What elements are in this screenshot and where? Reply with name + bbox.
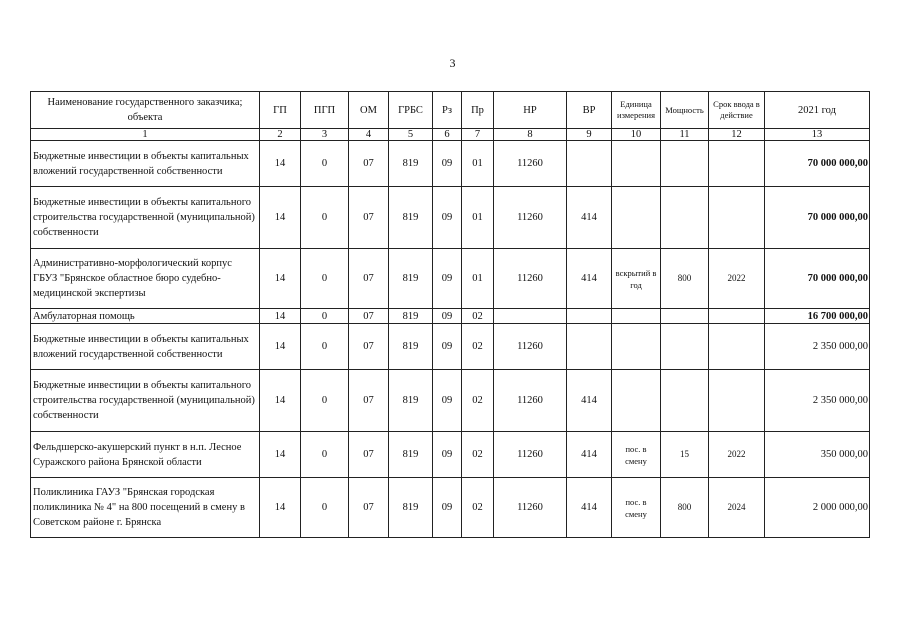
row-amount: 2 350 000,00 [765, 324, 870, 370]
row-om: 07 [349, 478, 389, 538]
row-unit: пос. в смену [612, 478, 661, 538]
row-nr: 11260 [494, 324, 567, 370]
row-pr: 01 [462, 141, 494, 187]
row-name: Бюджетные инвестиции в объекты капитальных вложений государственной собственности [31, 141, 260, 187]
row-vr: 414 [567, 432, 612, 478]
row-vr: 414 [567, 187, 612, 249]
row-pgp: 0 [301, 309, 349, 324]
row-term: 2022 [709, 432, 765, 478]
row-term [709, 187, 765, 249]
row-term [709, 324, 765, 370]
header-nr: НР [494, 92, 567, 129]
row-om: 07 [349, 249, 389, 309]
row-nr: 11260 [494, 141, 567, 187]
column-number: 12 [709, 129, 765, 141]
row-amount: 70 000 000,00 [765, 249, 870, 309]
column-number: 5 [389, 129, 433, 141]
header-pgp: ПГП [301, 92, 349, 129]
row-amount: 2 000 000,00 [765, 478, 870, 538]
row-capacity [661, 141, 709, 187]
header-unit: Единица измерения [612, 92, 661, 129]
row-name: Бюджетные инвестиции в объекты капитальных вложений государственной собственности [31, 324, 260, 370]
row-gp: 14 [260, 478, 301, 538]
column-number: 4 [349, 129, 389, 141]
row-amount: 70 000 000,00 [765, 187, 870, 249]
row-unit [612, 309, 661, 324]
row-grbs: 819 [389, 141, 433, 187]
row-term [709, 141, 765, 187]
row-om: 07 [349, 370, 389, 432]
row-pgp: 0 [301, 370, 349, 432]
row-pgp: 0 [301, 478, 349, 538]
row-name: Бюджетные инвестиции в объекты капитального строительства государственной (муниципальной) собственности [31, 370, 260, 432]
column-number: 1 [31, 129, 260, 141]
row-grbs: 819 [389, 324, 433, 370]
column-number: 7 [462, 129, 494, 141]
table-row [31, 187, 870, 249]
row-gp: 14 [260, 432, 301, 478]
row-nr: 11260 [494, 187, 567, 249]
row-nr: 11260 [494, 249, 567, 309]
row-pgp: 0 [301, 432, 349, 478]
row-gp: 14 [260, 187, 301, 249]
row-capacity: 800 [661, 478, 709, 538]
row-name: Фельдшерско-акушерский пункт в н.п. Лесное Суражского района Брянской области [31, 432, 260, 478]
row-capacity: 800 [661, 249, 709, 309]
row-name: Поликлиника ГАУЗ "Брянская городская поликлиника № 4" на 800 посещений в смену в Советском районе г. Брянска [31, 478, 260, 538]
column-number: 10 [612, 129, 661, 141]
header-pr: Пр [462, 92, 494, 129]
row-name: Административно-морфологический корпус ГБУЗ "Брянское областное бюро судебно-медицинской экспертизы [31, 249, 260, 309]
row-amount: 350 000,00 [765, 432, 870, 478]
row-rz: 09 [433, 249, 462, 309]
row-nr: 11260 [494, 370, 567, 432]
row-gp: 14 [260, 309, 301, 324]
header-rz: Рз [433, 92, 462, 129]
row-pgp: 0 [301, 141, 349, 187]
row-name: Бюджетные инвестиции в объекты капитального строительства государственной (муниципальной) собственности [31, 187, 260, 249]
column-number: 3 [301, 129, 349, 141]
row-vr [567, 324, 612, 370]
row-grbs: 819 [389, 309, 433, 324]
page-number: 3 [449, 56, 456, 70]
row-om: 07 [349, 432, 389, 478]
row-gp: 14 [260, 324, 301, 370]
row-unit [612, 187, 661, 249]
row-capacity [661, 324, 709, 370]
row-capacity [661, 187, 709, 249]
table-row [31, 478, 870, 538]
row-om: 07 [349, 324, 389, 370]
column-number: 8 [494, 129, 567, 141]
row-grbs: 819 [389, 370, 433, 432]
row-unit [612, 370, 661, 432]
row-nr [494, 309, 567, 324]
row-vr: 414 [567, 370, 612, 432]
column-number: 11 [661, 129, 709, 141]
row-pgp: 0 [301, 249, 349, 309]
header-name: Наименование государственного заказчика; объекта [31, 92, 260, 129]
row-rz: 09 [433, 141, 462, 187]
row-vr: 414 [567, 478, 612, 538]
table-row [31, 432, 870, 478]
header-om: ОМ [349, 92, 389, 129]
table-row [31, 370, 870, 432]
row-unit [612, 141, 661, 187]
row-grbs: 819 [389, 187, 433, 249]
table-row [31, 141, 870, 187]
row-om: 07 [349, 141, 389, 187]
row-term [709, 370, 765, 432]
row-pr: 02 [462, 370, 494, 432]
table-row [31, 309, 870, 324]
header-vr: ВР [567, 92, 612, 129]
row-pr: 02 [462, 324, 494, 370]
header-year-2021: 2021 год [765, 92, 870, 129]
column-number: 6 [433, 129, 462, 141]
header-grbs: ГРБС [389, 92, 433, 129]
row-grbs: 819 [389, 432, 433, 478]
row-pr: 02 [462, 432, 494, 478]
column-number: 9 [567, 129, 612, 141]
row-nr: 11260 [494, 478, 567, 538]
header-gp: ГП [260, 92, 301, 129]
row-unit: пос. в смену [612, 432, 661, 478]
row-rz: 09 [433, 187, 462, 249]
header-capacity: Мощность [661, 92, 709, 129]
row-rz: 09 [433, 309, 462, 324]
row-name: Амбулаторная помощь [31, 309, 260, 324]
row-capacity [661, 309, 709, 324]
row-vr [567, 141, 612, 187]
row-term: 2024 [709, 478, 765, 538]
table-row [31, 249, 870, 309]
row-pr: 02 [462, 478, 494, 538]
table-row [31, 324, 870, 370]
row-vr: 414 [567, 249, 612, 309]
row-rz: 09 [433, 324, 462, 370]
budget-table [30, 91, 870, 538]
row-gp: 14 [260, 370, 301, 432]
row-om: 07 [349, 187, 389, 249]
row-unit [612, 324, 661, 370]
row-capacity: 15 [661, 432, 709, 478]
row-term [709, 309, 765, 324]
row-gp: 14 [260, 141, 301, 187]
row-rz: 09 [433, 478, 462, 538]
row-amount: 16 700 000,00 [765, 309, 870, 324]
row-capacity [661, 370, 709, 432]
row-pgp: 0 [301, 187, 349, 249]
header-term: Срок ввода в действие [709, 92, 765, 129]
row-vr [567, 309, 612, 324]
row-nr: 11260 [494, 432, 567, 478]
column-number: 13 [765, 129, 870, 141]
row-rz: 09 [433, 370, 462, 432]
row-term: 2022 [709, 249, 765, 309]
row-amount: 70 000 000,00 [765, 141, 870, 187]
row-grbs: 819 [389, 249, 433, 309]
row-amount: 2 350 000,00 [765, 370, 870, 432]
row-pr: 01 [462, 187, 494, 249]
row-unit: вскрытий в год [612, 249, 661, 309]
row-gp: 14 [260, 249, 301, 309]
column-number-row [31, 129, 870, 141]
row-rz: 09 [433, 432, 462, 478]
row-grbs: 819 [389, 478, 433, 538]
header-row [31, 92, 870, 129]
column-number: 2 [260, 129, 301, 141]
row-pgp: 0 [301, 324, 349, 370]
row-pr: 01 [462, 249, 494, 309]
row-pr: 02 [462, 309, 494, 324]
row-om: 07 [349, 309, 389, 324]
